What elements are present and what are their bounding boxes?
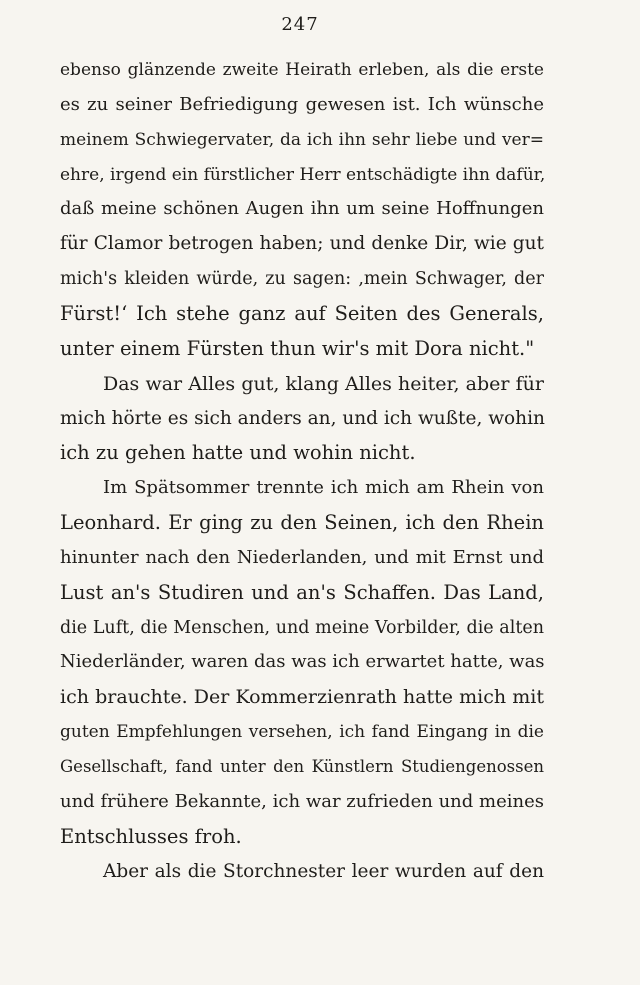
- text-line: es zu seiner Befriedigung gewesen ist. Ich wünsche: [60, 93, 544, 115]
- text-line: Das war Alles gut, klang Alles heiter, aber für: [103, 372, 544, 395]
- page-number: 247: [281, 14, 319, 35]
- text-line: hinunter nach den Niederlanden, und mit Ernst und: [60, 546, 544, 568]
- text-line: Gesellschaft, fand unter den Künstlern Studiengenossen: [60, 757, 544, 776]
- text-line: meinem Schwiegervater, da ich ihn sehr liebe und ver=: [60, 129, 544, 150]
- text-line: die Luft, die Menschen, und meine Vorbilder, die alten: [60, 617, 544, 638]
- text-line: Entschlusses froh.: [60, 824, 242, 848]
- text-line: mich hörte es sich anders an, und ich wußte, wohin: [60, 407, 545, 429]
- text-line: für Clamor betrogen haben; und denke Dir, wie gut: [60, 233, 544, 255]
- text-line: Leonhard. Er ging zu den Seinen, ich den Rhein: [60, 511, 544, 535]
- text-line: und frühere Bekannte, ich war zufrieden und meines: [60, 790, 544, 812]
- text-line: Niederländer, waren das was ich erwartet hatte, was: [60, 651, 545, 673]
- text-line: mich's kleiden würde, zu sagen: ‚mein Schwager, der: [60, 269, 544, 290]
- text-line: Lust an's Studiren und an's Schaffen. Das Land,: [60, 580, 544, 604]
- text-line: daß meine schönen Augen ihn um seine Hoffnungen: [60, 198, 544, 220]
- text-line: unter einem Fürsten thun wir's mit Dora nicht.": [60, 336, 535, 360]
- text-line: Fürst!‘ Ich stehe ganz auf Seiten des Generals,: [60, 301, 544, 325]
- text-line: ehre, irgend ein fürstlicher Herr entschädigte ihn dafür,: [60, 164, 546, 185]
- text-line: guten Empfehlungen versehen, ich fand Eingang in die: [60, 722, 544, 743]
- text-line: ich zu gehen hatte und wohin nicht.: [60, 441, 416, 465]
- text-line: Im Spätsommer trennte ich mich am Rhein von: [103, 477, 544, 499]
- text-line: Aber als die Storchnester leer wurden auf den: [103, 860, 544, 882]
- text-line: ebenso glänzende zweite Heirath erleben, als die erste: [60, 60, 544, 80]
- text-line: ich brauchte. Der Kommerzienrath hatte mich mit: [60, 686, 544, 709]
